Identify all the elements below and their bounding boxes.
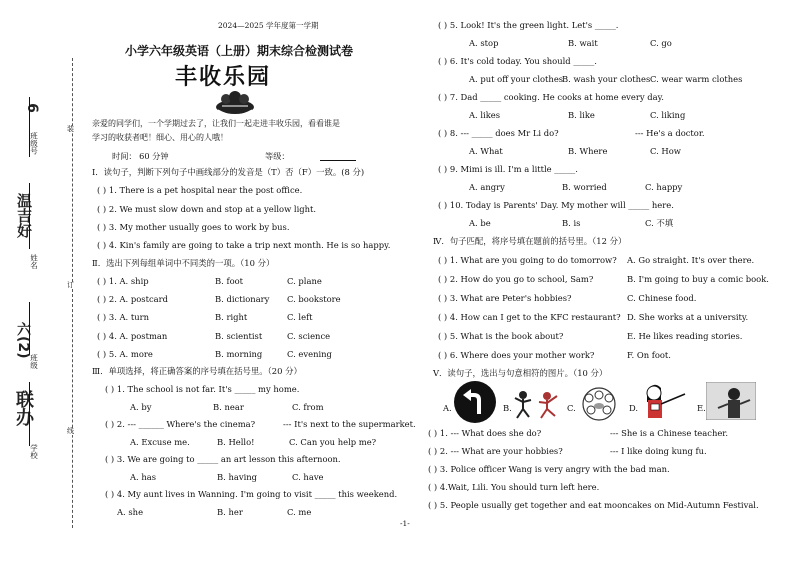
section2-row-1-b: B. foot [215,276,244,286]
section3-q2-reply: --- It's next to the supermarket. [283,419,416,429]
section3-q7-a: A. likes [469,110,501,120]
section2-heading: Ⅱ．选出下列每组单词中不同类的一项。（10 分） [92,258,275,268]
section4-heading: Ⅳ．句子匹配，将序号填在题前的括号里。（12 分） [433,236,627,246]
seat-label: 班级号 [29,132,39,155]
section2-row-1-a: ( ) 1. A. ship [97,276,149,286]
section2-row-3-c: C. left [287,312,313,322]
section3-q2-b: B. Hello! [217,437,255,447]
section2-row-2-b: B. dictionary [215,294,270,304]
grade-blank[interactable] [320,160,356,161]
section5-q4: ( ) 4.Wait, Lili. You should turn left here. [428,482,600,492]
section3-q1-b: B. near [213,402,244,412]
section3-q4-b: B. her [217,507,243,517]
section2-row-2-a: ( ) 2. A. postcard [97,294,168,304]
class-underline [29,302,30,354]
section4-a5: E. He likes reading stories. [627,331,743,341]
section2-row-5-a: ( ) 5. A. more [97,349,153,359]
section3-q1: ( ) 1. The school is not far. It's _____ my home. [105,384,300,394]
seal-char-3: 线 [67,427,74,435]
section3-q9-b: B. worried [562,182,607,192]
section4-a3: C. Chinese food. [627,293,697,303]
section3-q3-b: B. having [217,472,258,482]
school-underline [29,382,30,446]
section3-q10-a: A. be [469,218,491,228]
section2-row-5-b: B. morning [215,349,263,359]
term-label: 2024—2025 学年度第一学期 [218,21,319,30]
section3-q3-c: C. have [292,472,324,482]
section3-q10-b: B. is [562,218,581,228]
name-underline [29,183,30,249]
seat-value: 6 [23,103,40,113]
section2-row-4-b: B. scientist [215,331,263,341]
section2-row-4-a: ( ) 4. A. postman [97,331,168,341]
section3-q9: ( ) 9. Mimi is ill. I'm a little _____. [438,164,578,174]
section2-row-1-c: C. plane [287,276,322,286]
section2-row-2-c: C. bookstore [287,294,341,304]
section5-a2: --- I like doing kung fu. [610,446,707,456]
section3-q1-c: C. from [292,402,324,412]
section3-heading: Ⅲ．单项选择，将正确答案的序号填在括号里。（20 分） [92,366,302,376]
section1-item-1: ( ) 1. There is a pet hospital near the post office. [97,185,303,195]
section2-row-3-b: B. right [215,312,248,322]
section3-q8-a: A. What [469,146,503,156]
harvest-basket-icon [212,90,258,116]
page-number: -1- [400,519,410,528]
section4-q3: ( ) 3. What are Peter's hobbies? [438,293,572,303]
pic-label-a: A. [443,403,452,413]
grade-label: 等级： [265,151,290,161]
section3-q8-b: B. Where [568,146,608,156]
section3-q6: ( ) 6. It's cold today. You should _____. [438,56,597,66]
section5-q1: ( ) 1. --- What does she do? [428,428,542,438]
class-value: 六(2) [15,322,31,359]
section3-q5-b: B. wait [568,38,598,48]
section5-q2: ( ) 2. --- What are your hobbies? [428,446,563,456]
pic-label-b: B. [503,403,512,413]
section4-a2: B. I'm going to buy a comic book. [627,274,769,284]
section3-q5-c: C. go [650,38,672,48]
section2-row-5-c: C. evening [287,349,332,359]
section4-q2: ( ) 2. How do you go to school, Sam? [438,274,594,284]
section3-q4-a: A. she [117,507,144,517]
section3-q8-c: C. How [650,146,681,156]
section3-q6-b: B. wash your clothes [562,74,651,84]
section4-q6: ( ) 6. Where does your mother work? [438,350,595,360]
section3-q10-c: C. 不填 [645,218,674,228]
section5-q3: ( ) 3. Police officer Wang is very angry with the bad man. [428,464,670,474]
kung-fu-figures-icon [513,390,561,420]
section4-a6: F. On foot. [627,350,671,360]
section4-q5: ( ) 5. What is the book about? [438,331,564,341]
section1-item-4: ( ) 4. Kin's family are going to take a trip next month. He is so happy. [97,240,391,250]
seal-char-2: 订 [67,281,74,289]
section3-q7-c: C. liking [650,110,686,120]
section4-a4: D. She works at a university. [627,312,749,322]
section1-heading: Ⅰ．读句子，判断下列句子中画线部分的发音是（T）否（F）一致。(8 分) [92,167,365,177]
section3-q4-c: C. me [287,507,312,517]
section3-q8: ( ) 8. --- _____ does Mr Li do? [438,128,559,138]
section3-q7-b: B. like [568,110,595,120]
section3-q6-a: A. put off your clothes [469,74,564,84]
class-label: 班级 [29,354,39,369]
section3-q5: ( ) 5. Look! It's the green light. Let's _____. [438,20,619,30]
section3-q4: ( ) 4. My aunt lives in Wanning. I'm going to visit _____ this weekend. [105,489,398,499]
section3-q7: ( ) 7. Dad _____ cooking. He cooks at home every day. [438,92,664,102]
section1-item-2: ( ) 2. We must slow down and stop at a yellow light. [97,204,317,214]
section5-a1: --- She is a Chinese teacher. [610,428,729,438]
intro-line-2: 学习的收获者吧！细心、用心的人哦！ [92,133,228,142]
section5-q5: ( ) 5. People usually get together and eat mooncakes on Mid-Autumn Festival. [428,500,759,510]
police-officer-icon [706,382,756,420]
pic-label-e: E. [697,403,706,413]
name-label: 姓名 [29,254,39,269]
teacher-icon [639,378,689,422]
pic-label-d: D. [629,403,639,413]
intro-line-1: 亲爱的同学们，一个学期过去了，让我们一起走进丰收乐园，看看谁是 [92,119,340,128]
section3-q3: ( ) 3. We are going to _____ an art lesson this afternoon. [105,454,341,464]
section3-q2: ( ) 2. --- ______ Where's the cinema? [105,419,256,429]
section4-a1: A. Go straight. It's over there. [627,255,755,265]
section3-q10: ( ) 10. Today is Parents' Day. My mother will _____ here. [438,200,674,210]
section3-q3-a: A. has [130,472,157,482]
section1-item-3: ( ) 3. My mother usually goes to work by bus. [97,222,290,232]
section3-q1-a: A. by [130,402,152,412]
name-value: 温吉好 [15,193,33,238]
section3-q9-c: C. happy [645,182,683,192]
turn-left-sign-icon [453,380,497,424]
section5-heading: Ⅴ．读句子，选出与句意相符的图片。（10 分） [433,368,608,378]
section2-row-4-c: C. science [287,331,331,341]
time-label: 时间： 60 分钟 [112,151,169,161]
section3-q2-a: A. Excuse me. [130,437,190,447]
seat-underline [29,97,30,157]
exam-title: 小学六年级英语（上册）期末综合检测试卷 [125,44,354,58]
section4-q4: ( ) 4. How can I get to the KFC restaurant? [438,312,621,322]
section3-q5-a: A. stop [469,38,499,48]
banner-title: 丰收乐园 [175,64,272,90]
pic-label-c: C. [567,403,576,413]
section2-row-3-a: ( ) 3. A. turn [97,312,150,322]
seal-char-1: 装 [67,125,74,133]
school-value: 联办 [13,390,34,426]
section3-q8-reply: --- He's a doctor. [635,128,705,138]
school-label: 学校 [29,444,39,459]
section4-q1: ( ) 1. What are you going to do tomorrow? [438,255,617,265]
section3-q6-c: C. wear warm clothes [650,74,743,84]
section3-q2-c: C. Can you help me? [289,437,377,447]
section3-q9-a: A. angry [469,182,505,192]
family-mooncake-icon [577,386,621,422]
